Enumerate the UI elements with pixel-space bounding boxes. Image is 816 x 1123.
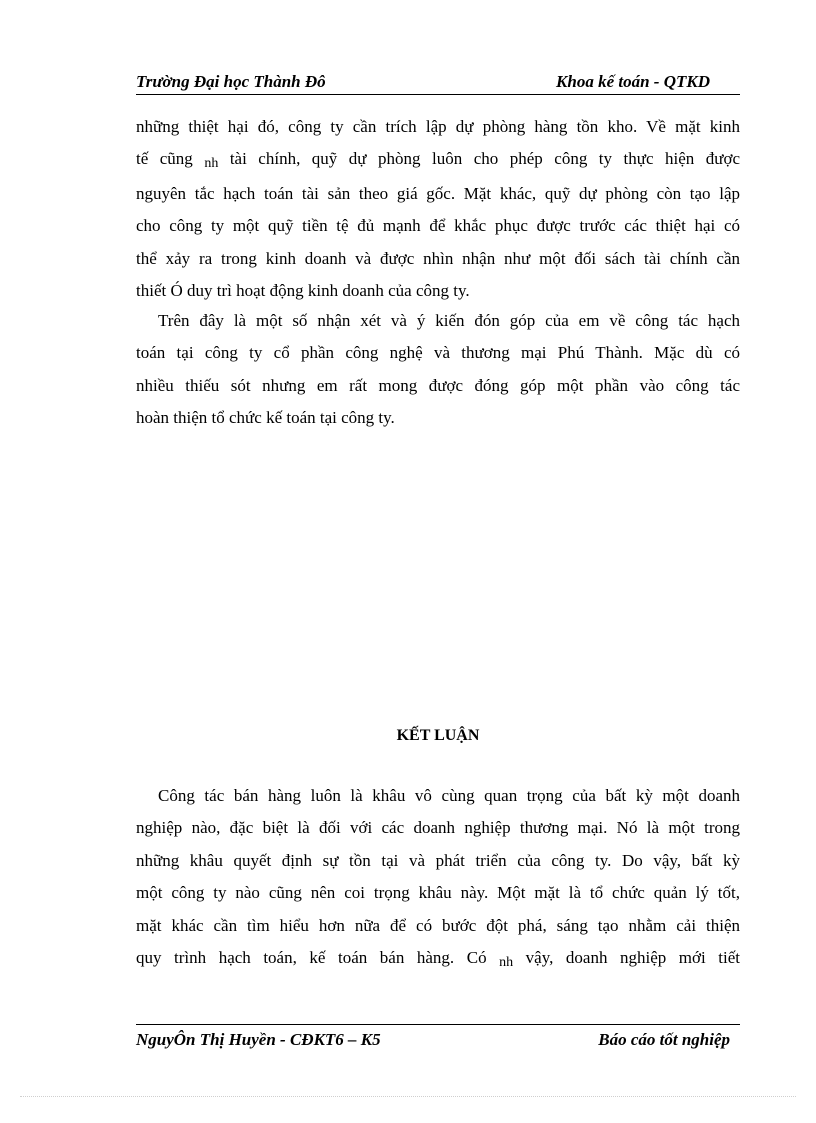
conclusion-heading: KẾT LUẬN	[396, 727, 480, 744]
page-edge-dotted-line	[20, 1096, 796, 1097]
text-fragment: vậy, doanh nghiệp mới tiết	[525, 948, 741, 968]
text-line: nhiều thiếu sót nhưng em rất mong được đóng góp một phần vào công tác	[136, 375, 740, 395]
text-line: những khâu quyết định sự tồn tại và phát triển của công ty. Do vậy, bất kỳ	[136, 850, 740, 870]
text-line	[136, 143, 740, 177]
text-fragment: tế cũng	[136, 149, 193, 169]
text-fragment: quy trình hạch toán, kế toán bán hàng. Có	[136, 948, 487, 968]
text-fragment: tài chính, quỹ dự phòng luôn cho phép công ty thực hiện được	[229, 149, 741, 169]
text-line: Công tác bán hàng luôn là khâu vô cùng quan trọng của bất kỳ một doanh	[158, 786, 740, 805]
paragraph-summary	[136, 305, 740, 435]
text-line: cho công ty một quỹ tiền tệ đủ mạnh để khắc phục được trước các thiệt hại có	[136, 216, 740, 236]
header-school-name: Trường Đại học Thành Đô	[136, 72, 326, 91]
text-line: Trên đây là một số nhận xét và ý kiến đón góp của em về công tác hạch	[158, 311, 740, 330]
text-line: nghiệp nào, đặc biệt là đối với các doanh nghiệp thương mại. Nó là một trong	[136, 818, 740, 838]
footer-report-type: Báo cáo tốt nghiệp	[598, 1030, 730, 1049]
text-line: một công ty nào cũng nên coi trọng khâu này. Một mặt là tổ chức quản lý tốt,	[136, 883, 740, 903]
text-line: những thiệt hại đó, công ty cần trích lập dự phòng hàng tồn kho. Về mặt kinh	[136, 117, 740, 136]
text-fragment-small: nh	[204, 156, 219, 172]
page-header	[136, 72, 740, 94]
paragraph-conclusion	[136, 780, 740, 976]
text-line	[136, 942, 740, 976]
footer-author: NguyÔn Thị Huyền - CĐKT6 – K5	[136, 1030, 381, 1049]
paragraph-provision	[136, 111, 740, 307]
text-line: nguyên tắc hạch toán tài sản theo giá gốc. Mặt khác, quỹ dự phòng còn tạo lập	[136, 183, 740, 203]
page-footer	[136, 1030, 740, 1052]
header-rule	[136, 94, 740, 95]
text-line: mặt khác cần tìm hiểu hơn nữa để có bước đột phá, sáng tạo nhằm cải thiện	[136, 915, 740, 935]
text-line: thể xảy ra trong kinh doanh và được nhìn nhận như một đối sách tài chính cần	[136, 248, 740, 268]
text-line: thiết Ó duy trì hoạt động kinh doanh của công ty.	[136, 281, 470, 301]
footer-rule	[136, 1024, 740, 1025]
text-line: toán tại công ty cổ phần công nghệ và thương mại Phú Thành. Mặc dù có	[136, 343, 740, 363]
text-line: hoàn thiện tổ chức kế toán tại công ty.	[136, 408, 395, 428]
header-faculty-name: Khoa kế toán - QTKD	[556, 72, 710, 91]
text-fragment-small: nh	[499, 955, 514, 971]
